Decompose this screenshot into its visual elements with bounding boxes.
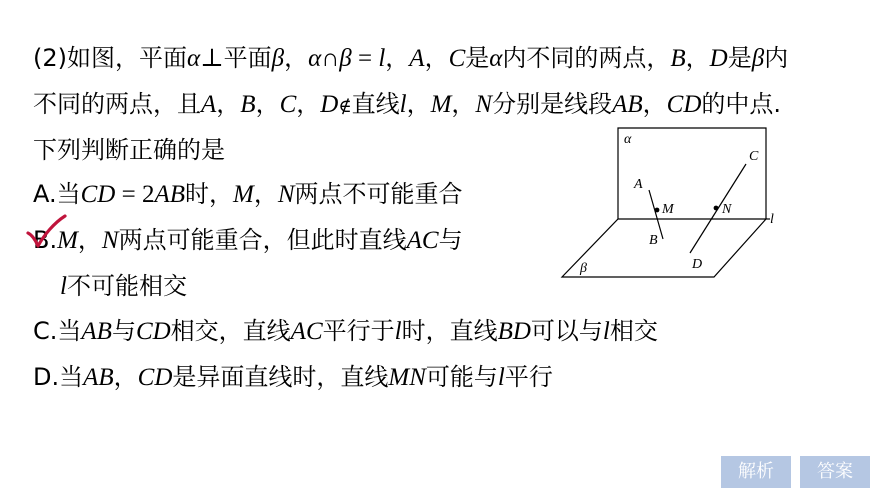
text: (2)如图，平面 (33, 44, 187, 72)
sym-BD: BD (497, 318, 531, 345)
sym-AB: AB (83, 364, 114, 391)
question-line-2 (33, 89, 781, 121)
text: 不可能相交 (66, 272, 187, 300)
sym-l: l (602, 318, 610, 345)
text: ， (255, 90, 280, 118)
question-prompt: 下列判断正确的是 (33, 136, 225, 164)
sym-AB: AB (81, 318, 112, 345)
sym-D: D (320, 91, 339, 118)
label-n: N (722, 202, 732, 217)
checkmark-icon (22, 213, 68, 253)
sym-N: N (475, 91, 493, 118)
sym-l: l (399, 91, 407, 118)
text: ， (113, 363, 138, 391)
sym-l: l (378, 45, 386, 72)
text: 两点可能重合，但此时直线 (118, 226, 407, 254)
sym-beta: β (339, 45, 352, 72)
text: ， (385, 44, 410, 72)
text: ， (642, 90, 667, 118)
sym-C: C (448, 45, 466, 72)
sym-l: l (60, 273, 67, 300)
sym-eq: = (351, 45, 379, 72)
text: 时， (185, 180, 234, 208)
label-b: B (649, 233, 658, 248)
option-a (33, 179, 463, 210)
sym-AB: AB (154, 181, 186, 208)
text: 的中点. (701, 90, 782, 118)
text: 是 (727, 44, 752, 72)
plane-beta (562, 219, 766, 277)
text: ， (451, 90, 476, 118)
text: ， (284, 44, 309, 72)
plane-alpha (618, 128, 766, 219)
segment-ab (649, 190, 663, 239)
sym-notin: ∉ (338, 96, 352, 116)
text: 是 (465, 44, 490, 72)
sym-D: D (709, 45, 728, 72)
label-d: D (692, 257, 703, 272)
text: 内 (764, 44, 789, 72)
text: ， (406, 90, 431, 118)
text: 是异面直线时，直线 (172, 363, 389, 391)
text: 直线 (351, 90, 400, 118)
text: 相交 (609, 317, 658, 345)
text: 与 (111, 317, 136, 345)
sym-AB: AB (612, 91, 643, 118)
text: 平行 (504, 363, 553, 391)
text: 不同的两点，且 (33, 90, 201, 118)
sym-alpha: α (489, 45, 503, 72)
sym-A: A (201, 91, 217, 118)
answer-button[interactable]: 答案 (800, 456, 870, 488)
label-l: l (770, 212, 774, 227)
sym-CD: CD (80, 181, 116, 208)
sym-AC: AC (290, 318, 323, 345)
sym-CD: CD (135, 318, 171, 345)
analysis-button[interactable]: 解析 (721, 456, 791, 488)
text: ， (685, 44, 710, 72)
sym-l: l (497, 364, 505, 391)
text: D.当 (33, 363, 84, 391)
option-b (33, 225, 463, 256)
sym-cap: ∩ (321, 45, 340, 72)
sym-C: C (279, 91, 297, 118)
label-alpha: α (624, 132, 632, 147)
text: ， (296, 90, 321, 118)
sym-l: l (394, 318, 402, 345)
label-beta: β (580, 261, 587, 276)
sym-eq: = 2 (115, 181, 155, 208)
text: ， (424, 44, 449, 72)
text: 相交，直线 (170, 317, 291, 345)
text: ， (216, 90, 241, 118)
text: ， (253, 180, 278, 208)
geometry-figure (556, 126, 786, 282)
sym-A: A (409, 45, 425, 72)
option-c (33, 316, 658, 347)
sym-MN: MN (388, 364, 426, 391)
sym-alpha: α (187, 45, 201, 72)
sym-CD: CD (666, 91, 702, 118)
text: ， (77, 226, 102, 254)
label-c: C (749, 149, 759, 164)
point-m (655, 208, 660, 213)
text: 分别是线段 (492, 90, 613, 118)
sym-M: M (233, 181, 254, 208)
point-n (714, 206, 719, 211)
text: 可能与 (425, 363, 498, 391)
text: A.当 (33, 180, 81, 208)
text: 两点不可能重合 (294, 180, 463, 208)
sym-perp: ⊥ (200, 45, 224, 72)
sym-beta: β (751, 45, 765, 72)
text: 可以与 (530, 317, 603, 345)
question-line-1 (33, 43, 788, 74)
sym-M: M (430, 91, 452, 118)
sym-alpha: α (308, 45, 322, 72)
text: 内不同的两点， (502, 44, 671, 72)
label-m: M (662, 202, 674, 217)
text: 时，直线 (401, 317, 498, 345)
sym-N: N (101, 227, 119, 254)
option-b-continued (60, 271, 187, 302)
sym-beta: β (271, 45, 285, 72)
option-d (33, 362, 553, 393)
text: C.当 (33, 317, 82, 345)
label-a: A (634, 177, 643, 192)
sym-CD: CD (137, 364, 173, 391)
sym-B: B (240, 91, 256, 118)
sym-N: N (277, 181, 295, 208)
text: 平面 (223, 44, 272, 72)
sym-B: B (670, 45, 686, 72)
sym-M: M (57, 227, 78, 254)
sym-AC: AC (406, 227, 439, 254)
text: 平行于 (322, 317, 395, 345)
text: 与 (438, 226, 463, 254)
text: B. (33, 226, 58, 254)
